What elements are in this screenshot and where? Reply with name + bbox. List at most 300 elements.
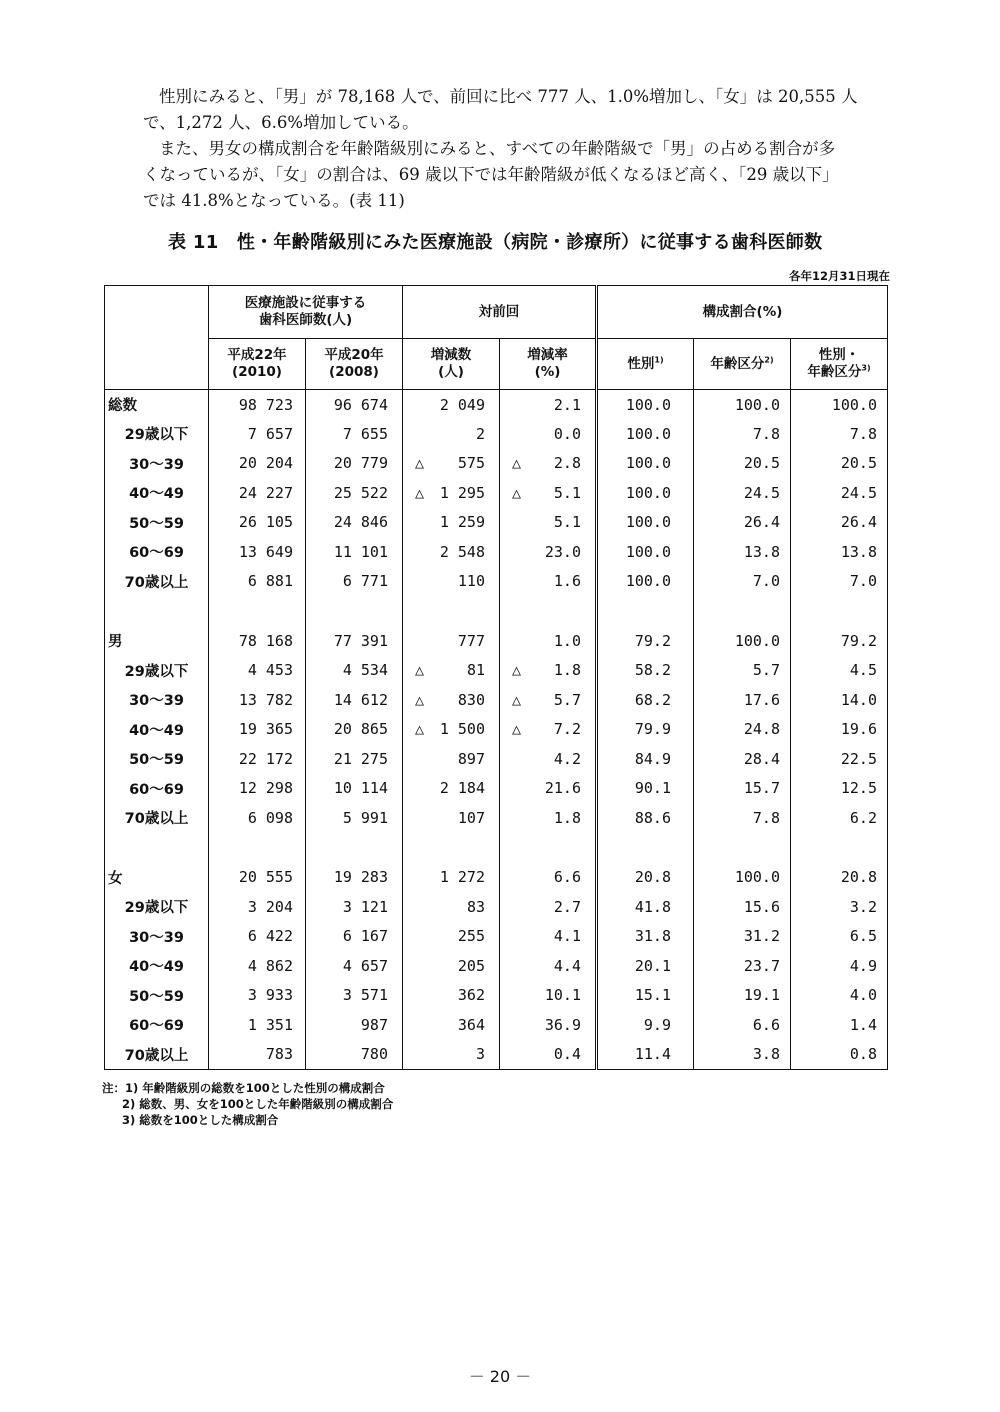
cell-value: 2 <box>475 424 485 443</box>
cell-value: 26.4 <box>840 513 877 532</box>
cell-value: 7.2 <box>553 720 581 739</box>
cell-value: 1.0 <box>553 631 581 650</box>
cell-value: 26 105 <box>238 513 293 532</box>
cell-value: 4 862 <box>247 956 293 975</box>
cell-sexage <box>791 567 888 597</box>
cell-h22 <box>209 685 306 715</box>
cell-h20 <box>306 478 403 508</box>
cell-h22 <box>209 1010 306 1040</box>
cell-value: 1 259 <box>439 513 485 532</box>
decrease-marker: △ <box>512 661 522 680</box>
cell-sexage <box>791 1010 888 1040</box>
cell-value: 4.2 <box>553 749 581 768</box>
cell-value: 83 <box>466 897 485 916</box>
cell-value: 24.5 <box>743 483 780 502</box>
cell-h20 <box>306 656 403 686</box>
cell-rate <box>500 922 597 952</box>
cell-h20 <box>306 744 403 774</box>
cell-value: 13 782 <box>238 690 293 709</box>
cell-sex <box>597 803 694 833</box>
cell-h20 <box>306 1040 403 1070</box>
row-label: 60～69 <box>105 537 209 567</box>
cell-value: 20.5 <box>840 454 877 473</box>
cell-sex <box>597 626 694 656</box>
page-number: － 20 － <box>468 1367 532 1386</box>
cell-sexage <box>791 892 888 922</box>
header-text: 年齢区分 <box>807 364 862 380</box>
cell-value: 3 204 <box>247 897 293 916</box>
table-row <box>105 715 888 745</box>
cell-value: 5.1 <box>553 513 581 532</box>
cell-value: 9.9 <box>643 1015 671 1034</box>
decrease-marker: △ <box>512 720 522 739</box>
cell-sex <box>597 1010 694 1040</box>
table-body <box>105 390 888 1070</box>
cell-age <box>694 774 791 804</box>
cell-value: 1.6 <box>553 572 581 591</box>
header-h20 <box>306 339 403 390</box>
table-row <box>105 626 888 656</box>
cell-diff <box>403 715 500 745</box>
cell-rate <box>500 449 597 479</box>
cell-sex <box>597 656 694 686</box>
spacer-cell <box>209 833 306 863</box>
cell-diff <box>403 656 500 686</box>
spacer-cell <box>403 833 500 863</box>
decrease-marker: △ <box>415 690 425 709</box>
cell-value: 2 184 <box>439 779 485 798</box>
cell-h22 <box>209 744 306 774</box>
cell-value: 3.8 <box>752 1045 780 1063</box>
cell-value: 4.0 <box>849 986 877 1005</box>
header-text: 平成20年 <box>324 347 384 363</box>
cell-value: 255 <box>457 927 485 946</box>
header-group-count <box>209 286 403 339</box>
cell-h22 <box>209 922 306 952</box>
cell-value: 19.1 <box>743 986 780 1005</box>
cell-value: 7.8 <box>752 424 780 443</box>
cell-value: 1 351 <box>247 1015 293 1034</box>
cell-rate <box>500 951 597 981</box>
cell-value: 4 657 <box>342 956 388 975</box>
cell-sex <box>597 951 694 981</box>
cell-h22 <box>209 508 306 538</box>
cell-h20 <box>306 626 403 656</box>
cell-diff <box>403 1040 500 1070</box>
cell-rate <box>500 626 597 656</box>
cell-value: 20 779 <box>333 454 388 473</box>
cell-value: 79.9 <box>634 720 671 739</box>
spacer-row <box>105 596 888 626</box>
cell-h20 <box>306 419 403 449</box>
cell-rate <box>500 715 597 745</box>
cell-rate <box>500 508 597 538</box>
cell-diff <box>403 390 500 420</box>
row-label: 30～39 <box>105 922 209 952</box>
cell-h22 <box>209 419 306 449</box>
cell-value: 100.0 <box>625 395 671 414</box>
cell-value: 1 295 <box>439 483 485 502</box>
cell-sex <box>597 744 694 774</box>
cell-value: 5.1 <box>553 483 581 502</box>
cell-rate <box>500 537 597 567</box>
cell-value: 6.5 <box>849 927 877 946</box>
cell-value: 6.6 <box>752 1015 780 1034</box>
cell-sex <box>597 715 694 745</box>
cell-value: 20.5 <box>743 454 780 473</box>
cell-value: 41.8 <box>634 897 671 916</box>
cell-sexage <box>791 449 888 479</box>
intro-paragraph-2 <box>143 136 913 214</box>
cell-value: 36.9 <box>544 1015 581 1034</box>
cell-value: 987 <box>360 1015 388 1034</box>
cell-value: 100.0 <box>734 395 780 414</box>
spacer-cell <box>694 596 791 626</box>
cell-rate <box>500 1010 597 1040</box>
header-sex <box>597 339 694 390</box>
cell-value: 13.8 <box>840 542 877 561</box>
cell-value: 6 771 <box>342 572 388 591</box>
cell-sex <box>597 390 694 420</box>
cell-value: 13 649 <box>238 542 293 561</box>
cell-sexage <box>791 685 888 715</box>
cell-value: 15.6 <box>743 897 780 916</box>
cell-value: 4.1 <box>553 927 581 946</box>
cell-value: 1.8 <box>553 808 581 827</box>
cell-age <box>694 981 791 1011</box>
row-label: 男 <box>105 626 209 656</box>
cell-value: 0.8 <box>849 1045 877 1063</box>
row-label: 40～49 <box>105 951 209 981</box>
cell-value: 1 272 <box>439 868 485 887</box>
cell-value: 79.2 <box>634 631 671 650</box>
cell-sexage <box>791 1040 888 1070</box>
cell-sex <box>597 449 694 479</box>
table-row <box>105 774 888 804</box>
header-text: 年齢区分 <box>710 355 765 372</box>
cell-rate <box>500 774 597 804</box>
cell-value: 79.2 <box>840 631 877 650</box>
cell-age <box>694 478 791 508</box>
cell-rate <box>500 981 597 1011</box>
header-text: (2008) <box>329 364 379 380</box>
cell-value: 1.4 <box>849 1015 877 1034</box>
spacer-cell <box>597 833 694 863</box>
cell-sex <box>597 478 694 508</box>
cell-h22 <box>209 449 306 479</box>
row-label: 女 <box>105 863 209 893</box>
paragraph-line: で、1,272 人、6.6%増加している。 <box>143 113 419 132</box>
cell-diff <box>403 508 500 538</box>
cell-h22 <box>209 981 306 1011</box>
cell-value: 830 <box>457 690 485 709</box>
cell-age <box>694 685 791 715</box>
cell-value: 100.0 <box>734 631 780 650</box>
spacer-row <box>105 833 888 863</box>
spacer-cell <box>791 833 888 863</box>
table-row <box>105 419 888 449</box>
cell-value: 23.0 <box>544 542 581 561</box>
table-row <box>105 951 888 981</box>
cell-value: 100.0 <box>625 542 671 561</box>
cell-sex <box>597 685 694 715</box>
spacer-cell <box>105 596 209 626</box>
cell-h22 <box>209 537 306 567</box>
decrease-marker: △ <box>512 454 522 473</box>
cell-value: 5.7 <box>752 661 780 680</box>
cell-age <box>694 656 791 686</box>
row-label: 29歳以下 <box>105 419 209 449</box>
cell-value: 6 167 <box>342 927 388 946</box>
cell-value: 6.2 <box>849 808 877 827</box>
cell-value: 107 <box>457 808 485 827</box>
row-label: 30～39 <box>105 449 209 479</box>
cell-h20 <box>306 537 403 567</box>
cell-value: 0.0 <box>553 424 581 443</box>
cell-age <box>694 508 791 538</box>
row-label: 40～49 <box>105 715 209 745</box>
cell-h22 <box>209 951 306 981</box>
cell-value: 21 275 <box>333 749 388 768</box>
decrease-marker: △ <box>415 720 425 739</box>
cell-value: 24 227 <box>238 483 293 502</box>
cell-age <box>694 892 791 922</box>
cell-value: 15.7 <box>743 779 780 798</box>
cell-value: 20 865 <box>333 720 388 739</box>
cell-value: 575 <box>457 454 485 473</box>
cell-value: 26.4 <box>743 513 780 532</box>
cell-age <box>694 390 791 420</box>
cell-value: 88.6 <box>634 808 671 827</box>
cell-h22 <box>209 774 306 804</box>
cell-value: 28.4 <box>743 749 780 768</box>
cell-value: 10.1 <box>544 986 581 1005</box>
cell-h22 <box>209 863 306 893</box>
cell-value: 15.1 <box>634 986 671 1005</box>
spacer-cell <box>694 833 791 863</box>
cell-value: 5 991 <box>342 808 388 827</box>
cell-h20 <box>306 892 403 922</box>
cell-sex <box>597 774 694 804</box>
cell-value: 17.6 <box>743 690 780 709</box>
row-label: 70歳以上 <box>105 567 209 597</box>
cell-diff <box>403 626 500 656</box>
cell-value: 0.4 <box>553 1045 581 1063</box>
decrease-marker: △ <box>415 661 425 680</box>
cell-h22 <box>209 390 306 420</box>
cell-diff <box>403 744 500 774</box>
header-text: 増減率 <box>527 347 568 363</box>
row-label: 60～69 <box>105 1010 209 1040</box>
cell-sexage <box>791 537 888 567</box>
cell-value: 24 846 <box>333 513 388 532</box>
cell-age <box>694 626 791 656</box>
cell-rate <box>500 478 597 508</box>
cell-sexage <box>791 390 888 420</box>
table-row <box>105 922 888 952</box>
header-text: 構成割合(%) <box>702 303 783 320</box>
cell-diff <box>403 685 500 715</box>
cell-value: 13.8 <box>743 542 780 561</box>
table-row <box>105 656 888 686</box>
cell-age <box>694 1010 791 1040</box>
cell-value: 3.2 <box>849 897 877 916</box>
as-of-date: 各年12月31日現在 <box>788 269 890 283</box>
cell-value: 100.0 <box>625 513 671 532</box>
cell-value: 20.8 <box>840 868 877 887</box>
cell-sexage <box>791 863 888 893</box>
header-group-prev <box>403 286 597 339</box>
cell-sexage <box>791 419 888 449</box>
cell-sexage <box>791 922 888 952</box>
cell-h22 <box>209 567 306 597</box>
row-label: 60～69 <box>105 774 209 804</box>
cell-sexage <box>791 981 888 1011</box>
cell-sexage <box>791 803 888 833</box>
paragraph-line: くなっているが、「女」の割合は、69 歳以下では年齢階級が低くなるほど高く、「29 歳以下」 <box>143 165 839 184</box>
cell-h22 <box>209 803 306 833</box>
cell-value: 897 <box>457 749 485 768</box>
cell-age <box>694 419 791 449</box>
table-row <box>105 449 888 479</box>
cell-value: 6 422 <box>247 927 293 946</box>
dentists-table <box>104 285 888 1070</box>
cell-value: 77 391 <box>333 631 388 650</box>
cell-diff <box>403 537 500 567</box>
cell-value: 58.2 <box>634 661 671 680</box>
cell-value: 11 101 <box>333 542 388 561</box>
cell-h20 <box>306 390 403 420</box>
cell-h20 <box>306 715 403 745</box>
cell-rate <box>500 892 597 922</box>
cell-value: 90.1 <box>634 779 671 798</box>
header-sex-age <box>791 339 888 390</box>
cell-rate <box>500 744 597 774</box>
cell-sex <box>597 508 694 538</box>
cell-h20 <box>306 567 403 597</box>
cell-value: 100.0 <box>625 572 671 591</box>
row-label: 総数 <box>105 390 209 420</box>
cell-value: 100.0 <box>625 483 671 502</box>
cell-value: 14.0 <box>840 690 877 709</box>
cell-value: 24.8 <box>743 720 780 739</box>
cell-sexage <box>791 774 888 804</box>
header-text: 増減数 <box>430 347 472 363</box>
cell-value: 783 <box>265 1045 293 1063</box>
header-text: 性別 <box>627 355 655 372</box>
cell-value: 81 <box>466 661 485 680</box>
cell-value: 6.6 <box>553 868 581 887</box>
table-row <box>105 390 888 420</box>
cell-age <box>694 449 791 479</box>
header-text: 歯科医師数(人) <box>258 312 353 328</box>
header-text: 対前回 <box>478 303 520 320</box>
footnotes <box>102 1080 393 1128</box>
paragraph-line: また、男女の構成割合を年齢階級別にみると、すべての年齢階級で「男」の占める割合が多 <box>159 139 836 158</box>
header-text: (人) <box>438 364 464 380</box>
footnote: 3) 総数を100とした構成割合 <box>122 1113 279 1127</box>
cell-value: 4.5 <box>849 661 877 680</box>
spacer-cell <box>306 833 403 863</box>
cell-h20 <box>306 685 403 715</box>
spacer-cell <box>597 596 694 626</box>
cell-age <box>694 922 791 952</box>
spacer-cell <box>500 596 597 626</box>
cell-sexage <box>791 656 888 686</box>
cell-diff <box>403 981 500 1011</box>
cell-diff <box>403 1010 500 1040</box>
cell-value: 7.8 <box>849 424 877 443</box>
cell-diff <box>403 774 500 804</box>
cell-sex <box>597 892 694 922</box>
cell-value: 96 674 <box>333 395 388 414</box>
cell-h22 <box>209 892 306 922</box>
cell-value: 24.5 <box>840 483 877 502</box>
cell-value: 7 655 <box>342 424 388 443</box>
row-label: 40～49 <box>105 478 209 508</box>
table-row <box>105 567 888 597</box>
decrease-marker: △ <box>415 454 425 473</box>
cell-value: 2.1 <box>553 395 581 414</box>
cell-h20 <box>306 449 403 479</box>
cell-value: 4 453 <box>247 661 293 680</box>
cell-value: 2.7 <box>553 897 581 916</box>
cell-value: 6 881 <box>247 572 293 591</box>
footnote: 注：1) 年齢階級別の総数を100とした性別の構成割合 <box>102 1081 385 1095</box>
cell-value: 84.9 <box>634 749 671 768</box>
cell-sex <box>597 1040 694 1070</box>
cell-value: 20.1 <box>634 956 671 975</box>
cell-value: 11.4 <box>634 1045 671 1063</box>
cell-h22 <box>209 478 306 508</box>
cell-rate <box>500 863 597 893</box>
cell-sexage <box>791 478 888 508</box>
paragraph-line: 性別にみると、「男」が 78,168 人で、前回に比べ 777 人、1.0%増加し、「女」は 20,555 人 <box>159 87 858 106</box>
cell-sex <box>597 863 694 893</box>
header-blank-cell <box>105 286 209 390</box>
table-row <box>105 537 888 567</box>
cell-value: 780 <box>360 1045 388 1063</box>
cell-h20 <box>306 922 403 952</box>
cell-rate <box>500 1040 597 1070</box>
cell-diff <box>403 449 500 479</box>
row-label: 50～59 <box>105 508 209 538</box>
cell-diff <box>403 478 500 508</box>
cell-value: 6 098 <box>247 808 293 827</box>
cell-h22 <box>209 715 306 745</box>
row-label: 70歳以上 <box>105 803 209 833</box>
cell-h22 <box>209 1040 306 1070</box>
cell-diff <box>403 419 500 449</box>
cell-value: 2 049 <box>439 395 485 414</box>
cell-h20 <box>306 774 403 804</box>
cell-sexage <box>791 951 888 981</box>
spacer-cell <box>209 596 306 626</box>
cell-h20 <box>306 1010 403 1040</box>
header-text: 医療施設に従事する <box>244 295 367 311</box>
header-h22 <box>209 339 306 390</box>
table-row <box>105 478 888 508</box>
table-row <box>105 685 888 715</box>
spacer-cell <box>403 596 500 626</box>
cell-value: 7 657 <box>247 424 293 443</box>
cell-diff <box>403 567 500 597</box>
cell-value: 362 <box>457 986 485 1005</box>
cell-value: 1 500 <box>439 720 485 739</box>
cell-value: 7.0 <box>849 572 877 591</box>
table-title: 表 11 性・年齢階級別にみた医療施設（病院・診療所）に従事する歯科医師数 <box>168 232 823 253</box>
cell-value: 20 555 <box>238 868 293 887</box>
